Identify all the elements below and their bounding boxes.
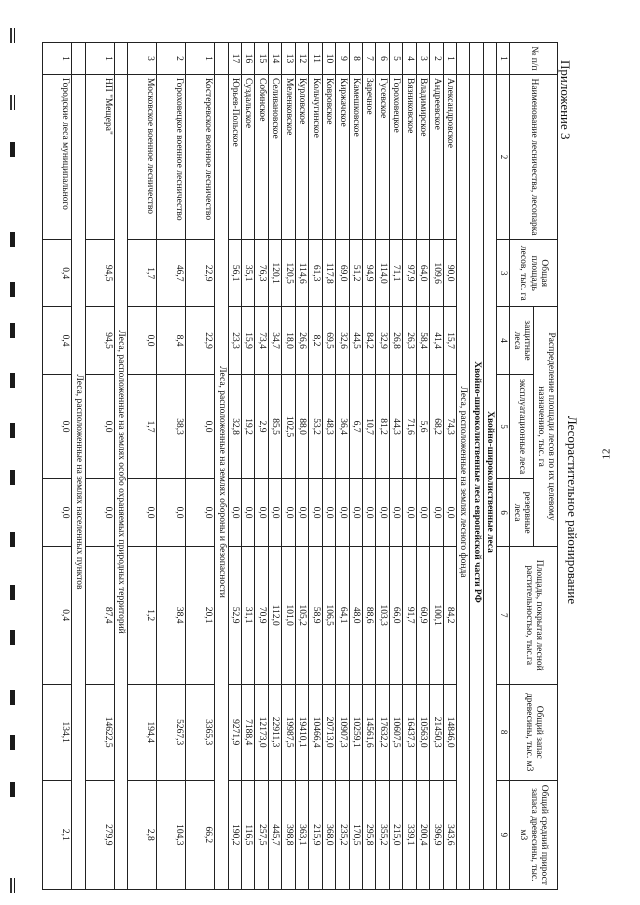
- row-name: Костеревское военное лесничество: [186, 74, 215, 239]
- table-row: [268, 43, 281, 890]
- row-value: 368,0: [322, 780, 335, 889]
- row-value: 120,5: [282, 240, 295, 307]
- row-value: 87,4: [85, 546, 114, 684]
- row-value: 3365,3: [186, 684, 215, 780]
- row-value: 5,6: [416, 374, 429, 479]
- row-number: 2: [157, 43, 186, 75]
- binder-mark: [10, 878, 12, 893]
- table-row: [43, 43, 72, 890]
- table-row: [336, 43, 349, 890]
- row-name: Владимирское: [416, 74, 429, 239]
- row-value: 46,7: [157, 240, 186, 307]
- row-number: 11: [309, 43, 322, 75]
- row-value: 0,4: [43, 546, 72, 684]
- header-stock-growth: Общий средний прирост запаса древесины, тыс. м3: [510, 780, 558, 889]
- binder-mark: [10, 95, 12, 110]
- section-heading-row: [457, 43, 470, 890]
- row-value: 18,0: [282, 307, 295, 374]
- row-value: 0,0: [128, 307, 157, 374]
- row-name: Кольчугинское: [309, 74, 322, 239]
- section-heading: Леса, расположенные на землях населенных пунктов: [72, 74, 85, 889]
- row-value: 10607,5: [389, 684, 402, 780]
- row-value: 34,7: [268, 307, 281, 374]
- header-name: Наименование лесничества, лесопарка: [510, 74, 558, 239]
- row-value: 8,4: [157, 307, 186, 374]
- header-purpose-group: Распределение площади лесов по их целевому назначению, тыс. га: [534, 307, 558, 546]
- row-value: 215,9: [309, 780, 322, 889]
- row-number: 10: [322, 43, 335, 75]
- binder-mark: [10, 585, 14, 600]
- column-number: 3: [497, 240, 510, 307]
- row-name: Городские леса муниципального: [43, 74, 72, 239]
- row-value: 51,2: [349, 240, 362, 307]
- row-value: 26,8: [389, 307, 402, 374]
- row-value: 20713,0: [322, 684, 335, 780]
- row-number: 1: [43, 43, 72, 75]
- row-value: 31,1: [242, 546, 255, 684]
- row-name: Юрьев-Польское: [228, 74, 241, 239]
- row-value: 19410,1: [295, 684, 308, 780]
- row-value: 1,7: [128, 374, 157, 479]
- row-value: 90,0: [443, 240, 456, 307]
- row-value: 20,1: [186, 546, 215, 684]
- row-value: 5267,3: [157, 684, 186, 780]
- row-value: 215,0: [389, 780, 402, 889]
- row-value: 1,7: [128, 240, 157, 307]
- binder-mark: [10, 470, 14, 485]
- row-value: 10563,0: [416, 684, 429, 780]
- row-value: 66,0: [389, 546, 402, 684]
- row-value: 170,5: [349, 780, 362, 889]
- row-value: 14846,0: [443, 684, 456, 780]
- row-value: 26,3: [403, 307, 416, 374]
- row-value: 0,0: [186, 479, 215, 546]
- row-value: 22,9: [186, 240, 215, 307]
- row-value: 85,5: [268, 374, 281, 479]
- row-name: Московское военное лесничество: [128, 74, 157, 239]
- row-value: 100,1: [430, 546, 443, 684]
- header-number: № п/п: [510, 43, 558, 75]
- section-heading: Леса, расположенные на землях обороны и безопасности: [215, 74, 228, 889]
- row-value: 109,6: [430, 240, 443, 307]
- row-value: 0,0: [242, 479, 255, 546]
- row-value: 15,9: [242, 307, 255, 374]
- row-value: 10466,4: [309, 684, 322, 780]
- region-heading: Хвойно-широколиственные леса европейской части РФ: [470, 74, 483, 889]
- header-exploitation: эксплуатационные леса: [510, 374, 534, 479]
- row-value: 17632,2: [376, 684, 389, 780]
- row-value: 101,0: [282, 546, 295, 684]
- row-value: 0,0: [443, 479, 456, 546]
- row-value: 68,2: [430, 374, 443, 479]
- row-value: 69,0: [336, 240, 349, 307]
- row-value: 0,0: [416, 479, 429, 546]
- row-value: 10,7: [362, 374, 375, 479]
- row-value: 71,6: [403, 374, 416, 479]
- row-value: 116,5: [242, 780, 255, 889]
- table-row: [362, 43, 375, 890]
- row-name: Гороховецкое военное лесничество: [157, 74, 186, 239]
- table-row: [282, 43, 295, 890]
- row-value: 6,7: [349, 374, 362, 479]
- table-header-row: [534, 43, 558, 890]
- row-value: 257,5: [255, 780, 268, 889]
- row-name: Собинское: [255, 74, 268, 239]
- table-row: [430, 43, 443, 890]
- row-value: 35,1: [242, 240, 255, 307]
- row-value: 48,0: [349, 546, 362, 684]
- table-row: [157, 43, 186, 890]
- row-value: 66,2: [186, 780, 215, 889]
- row-value: 60,9: [416, 546, 429, 684]
- row-value: 74,3: [443, 374, 456, 479]
- row-value: 26,6: [295, 307, 308, 374]
- header-protective: защитные леса: [510, 307, 534, 374]
- table-row: [349, 43, 362, 890]
- row-value: 106,5: [322, 546, 335, 684]
- header-wood-stock: Общий запас древесины, тыс. м3: [510, 684, 558, 780]
- row-value: 94,9: [362, 240, 375, 307]
- row-value: 22911,3: [268, 684, 281, 780]
- binder-mark: [10, 782, 14, 797]
- column-number: 8: [497, 684, 510, 780]
- row-number: 9: [336, 43, 349, 75]
- header-total-area: Общая площадь лесов, тыс. га: [510, 240, 558, 307]
- row-value: 0,0: [85, 374, 114, 479]
- row-value: 64,1: [336, 546, 349, 684]
- row-name: Гороховецкое: [389, 74, 402, 239]
- row-number: 13: [282, 43, 295, 75]
- row-value: 84,2: [362, 307, 375, 374]
- table-row: [416, 43, 429, 890]
- row-value: 0,4: [43, 240, 72, 307]
- row-value: 12173,0: [255, 684, 268, 780]
- row-value: 279,9: [85, 780, 114, 889]
- row-value: 58,9: [309, 546, 322, 684]
- section-heading-row: [72, 43, 85, 890]
- row-value: 2,9: [255, 374, 268, 479]
- row-value: 48,3: [322, 374, 335, 479]
- table-row: [85, 43, 114, 890]
- row-value: 396,9: [430, 780, 443, 889]
- zone-heading-row: [483, 43, 496, 890]
- section-heading: Леса, расположенные на землях особо охраняемых природных территорий: [114, 74, 127, 889]
- row-value: 38,4: [157, 546, 186, 684]
- row-value: 0,0: [362, 479, 375, 546]
- row-value: 15,7: [443, 307, 456, 374]
- row-value: 355,2: [376, 780, 389, 889]
- table-row: [443, 43, 456, 890]
- section-heading: Леса, расположенные на землях лесного фонда: [457, 74, 470, 889]
- header-reserve: резервные леса: [510, 479, 534, 546]
- row-value: 0,0: [128, 479, 157, 546]
- document-title: Лесорастительное районирование: [565, 415, 580, 605]
- row-value: 58,4: [416, 307, 429, 374]
- row-value: 91,7: [403, 546, 416, 684]
- row-value: 2,8: [128, 780, 157, 889]
- row-value: 103,3: [376, 546, 389, 684]
- row-number: 1: [443, 43, 456, 75]
- binder-mark: [10, 373, 14, 388]
- row-value: 21450,3: [430, 684, 443, 780]
- table-row: [389, 43, 402, 890]
- table-row: [242, 43, 255, 890]
- row-value: 0,0: [268, 479, 281, 546]
- page-number: 12: [600, 448, 613, 460]
- row-number: 16: [242, 43, 255, 75]
- rotated-document: [20, 30, 580, 900]
- row-value: 114,6: [295, 240, 308, 307]
- binder-mark: [10, 423, 14, 438]
- row-number: 7: [362, 43, 375, 75]
- column-number: 2: [497, 74, 510, 239]
- row-value: 0,0: [295, 479, 308, 546]
- table-row: [228, 43, 241, 890]
- row-number: 17: [228, 43, 241, 75]
- row-value: 36,4: [336, 374, 349, 479]
- row-value: 295,8: [362, 780, 375, 889]
- row-value: 53,2: [309, 374, 322, 479]
- row-value: 0,0: [309, 479, 322, 546]
- row-value: 19987,5: [282, 684, 295, 780]
- row-number: 14: [268, 43, 281, 75]
- binder-mark: [10, 142, 14, 157]
- row-name: НП "Мещера": [85, 74, 114, 239]
- binder-mark: [10, 323, 14, 338]
- row-value: 105,2: [295, 546, 308, 684]
- row-value: 14622,5: [85, 684, 114, 780]
- column-number-row: [497, 43, 510, 890]
- row-value: 104,3: [157, 780, 186, 889]
- row-name: Киржачское: [336, 74, 349, 239]
- table-row: [186, 43, 215, 890]
- row-value: 0,0: [389, 479, 402, 546]
- row-value: 44,5: [349, 307, 362, 374]
- binder-mark: [10, 630, 14, 645]
- section-heading-row: [215, 43, 228, 890]
- row-value: 0,0: [43, 479, 72, 546]
- column-number: 1: [497, 43, 510, 75]
- row-number: 6: [376, 43, 389, 75]
- row-value: 32,6: [336, 307, 349, 374]
- row-name: Селивановское: [268, 74, 281, 239]
- row-number: 12: [295, 43, 308, 75]
- row-value: 14561,6: [362, 684, 375, 780]
- binder-mark: [10, 690, 14, 705]
- row-value: 0,0: [255, 479, 268, 546]
- row-value: 23,3: [228, 307, 241, 374]
- row-number: 8: [349, 43, 362, 75]
- row-value: 8,2: [309, 307, 322, 374]
- appendix-label: Приложение 3: [558, 60, 573, 140]
- column-number: 9: [497, 780, 510, 889]
- binder-mark: [10, 532, 14, 547]
- row-value: 0,0: [186, 374, 215, 479]
- row-value: 7188,4: [242, 684, 255, 780]
- row-value: 0,0: [157, 479, 186, 546]
- row-value: 61,3: [309, 240, 322, 307]
- row-name: Меленковское: [282, 74, 295, 239]
- row-value: 10259,1: [349, 684, 362, 780]
- row-value: 343,6: [443, 780, 456, 889]
- row-value: 0,0: [228, 479, 241, 546]
- row-value: 114,0: [376, 240, 389, 307]
- row-value: 73,4: [255, 307, 268, 374]
- row-number: 1: [186, 43, 215, 75]
- row-number: 3: [416, 43, 429, 75]
- row-value: 0,0: [43, 374, 72, 479]
- row-number: 3: [128, 43, 157, 75]
- row-value: 194,4: [128, 684, 157, 780]
- row-value: 16437,3: [403, 684, 416, 780]
- table-row: [128, 43, 157, 890]
- row-value: 56,1: [228, 240, 241, 307]
- row-value: 97,9: [403, 240, 416, 307]
- row-value: 200,4: [416, 780, 429, 889]
- row-value: 0,0: [85, 479, 114, 546]
- row-value: 70,9: [255, 546, 268, 684]
- column-number: 7: [497, 546, 510, 684]
- row-value: 84,2: [443, 546, 456, 684]
- row-value: 112,0: [268, 546, 281, 684]
- column-number: 6: [497, 479, 510, 546]
- forest-zoning-table: [42, 42, 558, 890]
- row-value: 0,0: [322, 479, 335, 546]
- row-value: 69,5: [322, 307, 335, 374]
- row-name: Камешковское: [349, 74, 362, 239]
- table-row: [255, 43, 268, 890]
- row-value: 88,6: [362, 546, 375, 684]
- row-value: 2,1: [43, 780, 72, 889]
- row-number: 5: [389, 43, 402, 75]
- row-name: Вязниковское: [403, 74, 416, 239]
- row-value: 117,8: [322, 240, 335, 307]
- row-value: 32,9: [376, 307, 389, 374]
- zone-heading: Хвойно-широколиственные леса: [483, 74, 496, 889]
- row-name: Заречное: [362, 74, 375, 239]
- row-value: 71,1: [389, 240, 402, 307]
- row-value: 9271,9: [228, 684, 241, 780]
- row-value: 10907,3: [336, 684, 349, 780]
- row-number: 1: [85, 43, 114, 75]
- row-name: Суздальское: [242, 74, 255, 239]
- row-value: 120,1: [268, 240, 281, 307]
- row-name: Гусевское: [376, 74, 389, 239]
- row-value: 94,5: [85, 307, 114, 374]
- table-body: [43, 43, 510, 890]
- row-name: Ковровское: [322, 74, 335, 239]
- binder-mark: [10, 232, 14, 247]
- row-name: Александровское: [443, 74, 456, 239]
- row-value: 235,2: [336, 780, 349, 889]
- row-value: 81,2: [376, 374, 389, 479]
- row-value: 88,0: [295, 374, 308, 479]
- binder-mark: [10, 28, 12, 43]
- row-value: 0,0: [336, 479, 349, 546]
- row-value: 22,9: [186, 307, 215, 374]
- row-value: 445,7: [268, 780, 281, 889]
- column-number: 5: [497, 374, 510, 479]
- row-value: 0,0: [376, 479, 389, 546]
- row-value: 52,9: [228, 546, 241, 684]
- row-value: 363,1: [295, 780, 308, 889]
- row-value: 0,0: [282, 479, 295, 546]
- table-row: [309, 43, 322, 890]
- row-value: 1,2: [128, 546, 157, 684]
- row-value: 64,0: [416, 240, 429, 307]
- table-row: [376, 43, 389, 890]
- row-value: 339,1: [403, 780, 416, 889]
- table-row: [295, 43, 308, 890]
- row-name: Курловское: [295, 74, 308, 239]
- row-value: 38,3: [157, 374, 186, 479]
- binder-mark: [10, 735, 14, 750]
- section-heading-row: [114, 43, 127, 890]
- row-value: 0,0: [349, 479, 362, 546]
- row-value: 0,4: [43, 307, 72, 374]
- row-value: 44,3: [389, 374, 402, 479]
- table-row: [322, 43, 335, 890]
- row-name: Андреевское: [430, 74, 443, 239]
- table-row: [403, 43, 416, 890]
- row-value: 190,2: [228, 780, 241, 889]
- row-number: 4: [403, 43, 416, 75]
- row-value: 0,0: [430, 479, 443, 546]
- column-number: 4: [497, 307, 510, 374]
- row-number: 2: [430, 43, 443, 75]
- row-number: 15: [255, 43, 268, 75]
- region-heading-row: [470, 43, 483, 890]
- header-forested-area: Площадь, покрытая лесной растительностью, тыс.га: [510, 546, 558, 684]
- row-value: 134,1: [43, 684, 72, 780]
- binder-mark: [10, 282, 14, 297]
- row-value: 102,5: [282, 374, 295, 479]
- row-value: 19,2: [242, 374, 255, 479]
- row-value: 41,4: [430, 307, 443, 374]
- row-value: 76,3: [255, 240, 268, 307]
- row-value: 398,8: [282, 780, 295, 889]
- row-value: 32,8: [228, 374, 241, 479]
- row-value: 94,5: [85, 240, 114, 307]
- row-value: 0,0: [403, 479, 416, 546]
